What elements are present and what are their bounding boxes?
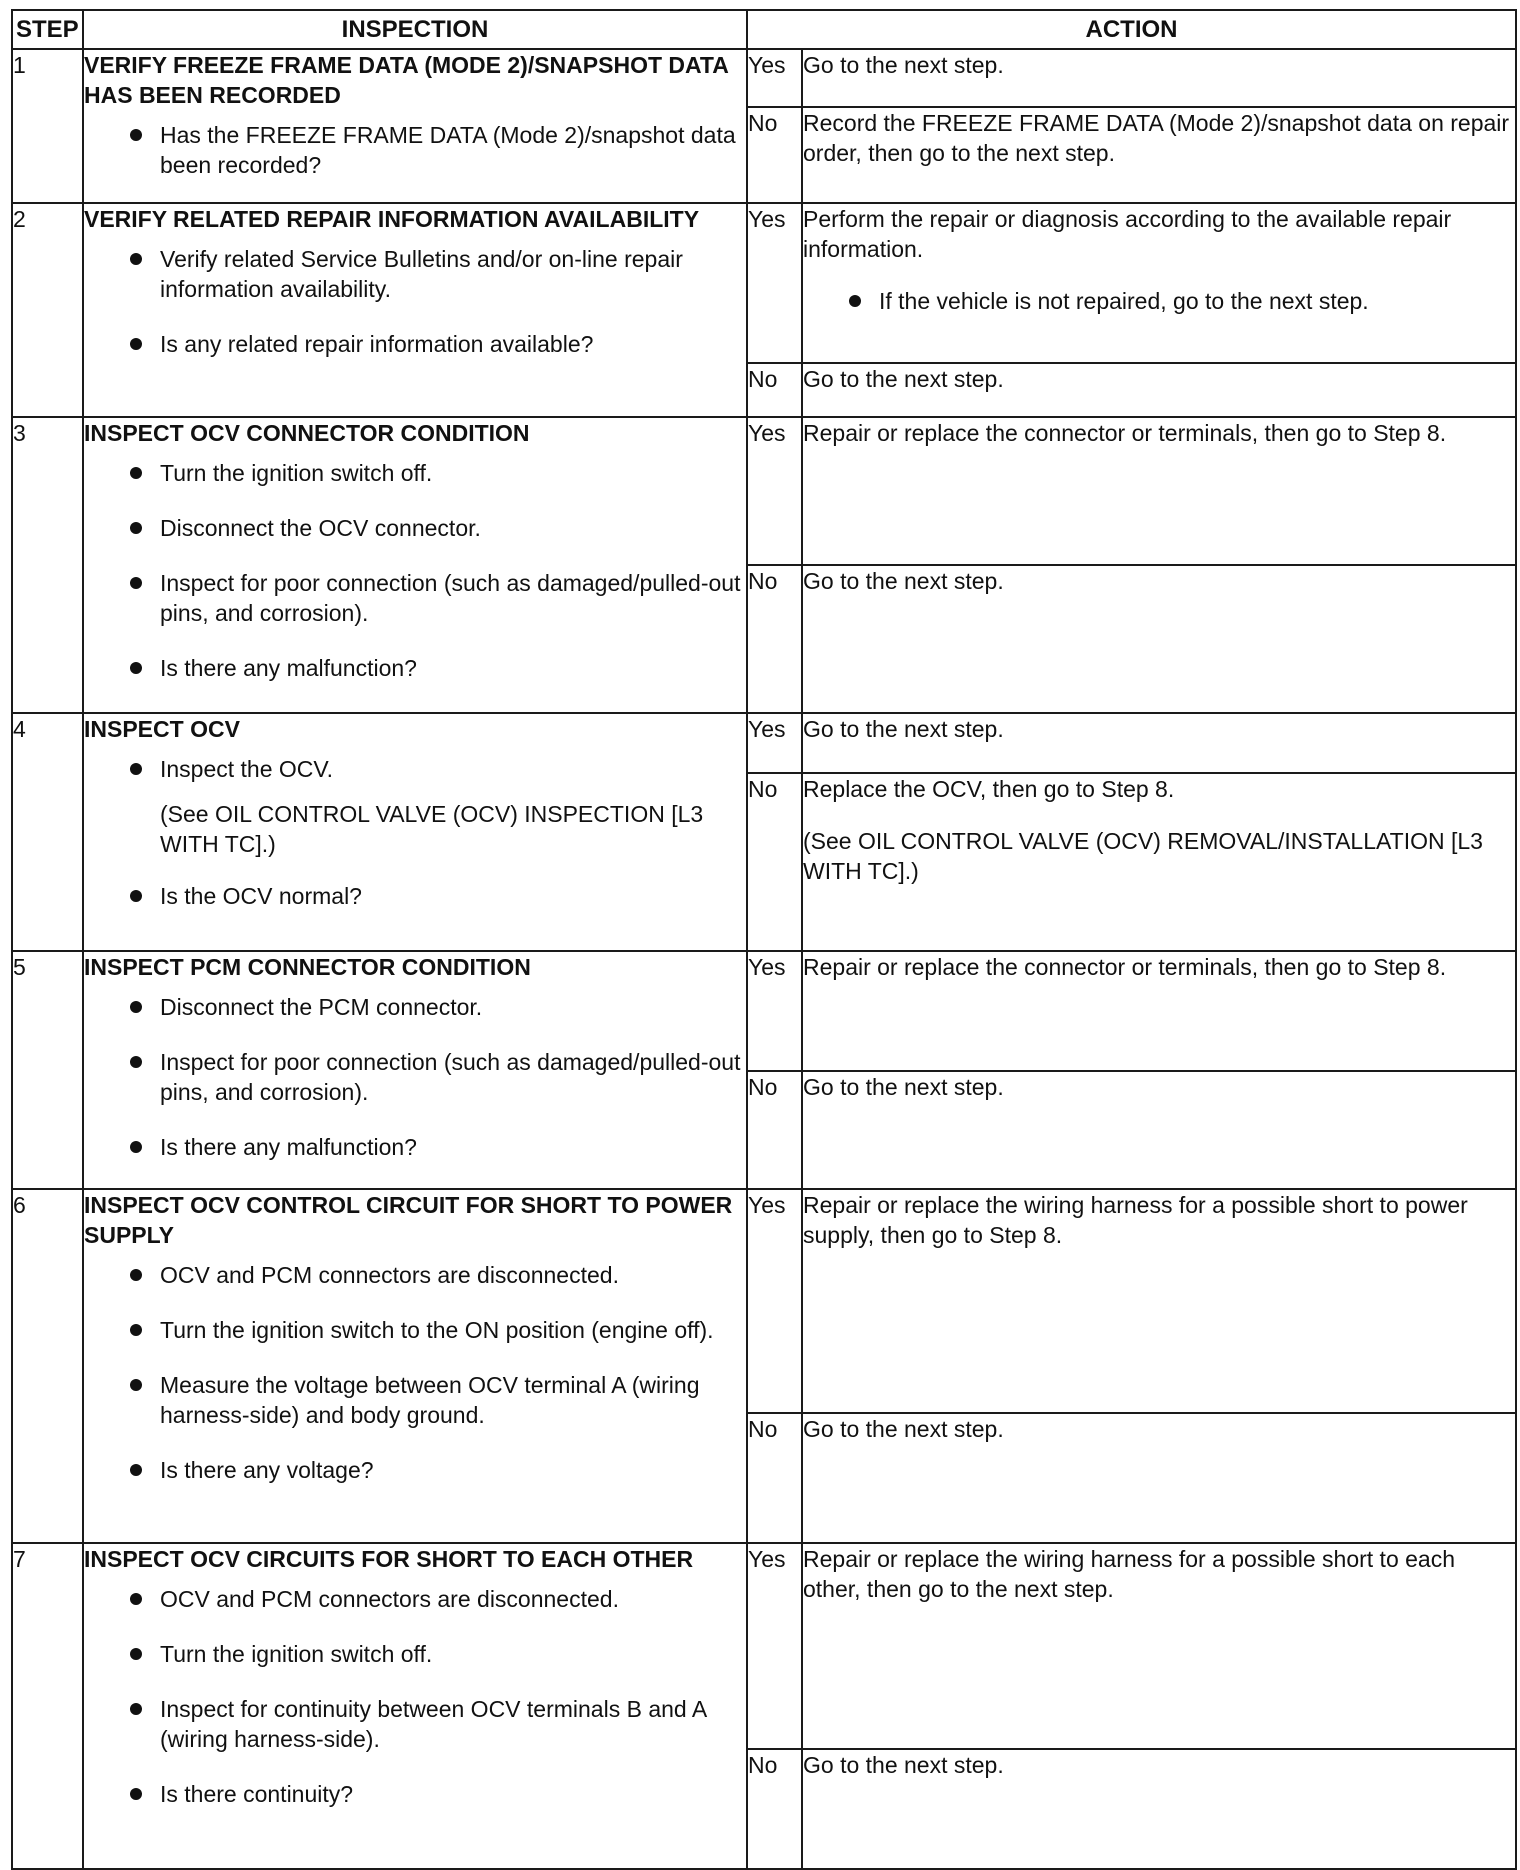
checklist-item: OCV and PCM connectors are disconnected.	[84, 1260, 746, 1290]
step-number: 4	[12, 713, 83, 951]
yes-label: Yes	[747, 49, 802, 107]
no-action	[802, 773, 1516, 951]
no-action-text: Go to the next step.	[803, 1074, 1004, 1100]
yes-action-text: Repair or replace the connector or terminals, then go to Step 8.	[803, 420, 1447, 446]
yes-action	[802, 49, 1516, 107]
yes-label: Yes	[747, 951, 802, 1071]
no-label: No	[747, 773, 802, 951]
inspection-cell	[83, 1543, 747, 1869]
step-number: 6	[12, 1189, 83, 1543]
inspection-title: INSPECT OCV CONTROL CIRCUIT FOR SHORT TO POWER SUPPLY	[84, 1192, 733, 1248]
yes-action	[802, 713, 1516, 773]
yes-action	[802, 203, 1516, 363]
no-action-text: Replace the OCV, then go to Step 8.	[803, 776, 1175, 802]
step-row	[12, 951, 1516, 1071]
inspection-cell	[83, 1189, 747, 1543]
checklist-item: Is there any malfunction?	[84, 1132, 746, 1162]
yes-label: Yes	[747, 203, 802, 363]
no-action-text: Go to the next step.	[803, 568, 1004, 594]
action-bullet: If the vehicle is not repaired, go to the next step.	[803, 286, 1515, 316]
checklist-item: Is any related repair information available?	[84, 329, 746, 359]
diagnostic-table	[11, 9, 1517, 1870]
inspection-title: VERIFY RELATED REPAIR INFORMATION AVAILABILITY	[84, 206, 700, 232]
yes-action-text: Go to the next step.	[803, 52, 1004, 78]
inspection-checklist	[84, 754, 746, 784]
no-label: No	[747, 363, 802, 417]
yes-label: Yes	[747, 1189, 802, 1413]
inspection-checklist	[84, 244, 746, 359]
diagnostic-procedure	[11, 9, 1515, 1870]
checklist-item: Measure the voltage between OCV terminal A (wiring harness-side) and body ground.	[84, 1370, 746, 1430]
checklist-item: Disconnect the OCV connector.	[84, 513, 746, 543]
yes-action-text: Go to the next step.	[803, 716, 1004, 742]
no-label: No	[747, 1749, 802, 1869]
action-bullet-list	[803, 286, 1515, 316]
no-action	[802, 565, 1516, 713]
step-row	[12, 713, 1516, 773]
header-inspection: INSPECTION	[83, 10, 747, 49]
yes-label: Yes	[747, 417, 802, 565]
checklist-item: Inspect for poor connection (such as damaged/pulled-out pins, and corrosion).	[84, 568, 746, 628]
inspection-checklist	[84, 458, 746, 683]
step-row	[12, 203, 1516, 363]
step-number: 5	[12, 951, 83, 1189]
checklist-item: Turn the ignition switch off.	[84, 1639, 746, 1669]
no-label: No	[747, 107, 802, 203]
inspection-title: INSPECT PCM CONNECTOR CONDITION	[84, 954, 531, 980]
yes-action-text: Repair or replace the connector or terminals, then go to Step 8.	[803, 954, 1447, 980]
checklist-item: Inspect for poor connection (such as damaged/pulled-out pins, and corrosion).	[84, 1047, 746, 1107]
no-action-text: Go to the next step.	[803, 1416, 1004, 1442]
step-row	[12, 417, 1516, 565]
inspection-checklist	[84, 1584, 746, 1809]
yes-action	[802, 417, 1516, 565]
yes-action-text: Repair or replace the wiring harness for a possible short to each other, then go to the next step.	[803, 1546, 1456, 1602]
inspection-cell	[83, 203, 747, 417]
inspection-cell	[83, 49, 747, 203]
no-action	[802, 1413, 1516, 1543]
yes-label: Yes	[747, 1543, 802, 1749]
inspection-checklist	[84, 120, 746, 180]
no-action	[802, 363, 1516, 417]
step-number: 3	[12, 417, 83, 713]
no-action-text: Go to the next step.	[803, 366, 1004, 392]
checklist-item: Verify related Service Bulletins and/or on-line repair information availability.	[84, 244, 746, 304]
checklist-item: Turn the ignition switch off.	[84, 458, 746, 488]
no-action	[802, 1749, 1516, 1869]
header-row	[12, 10, 1516, 49]
step-number: 2	[12, 203, 83, 417]
inspection-title: INSPECT OCV CONNECTOR CONDITION	[84, 420, 530, 446]
checklist-item: Is there continuity?	[84, 1779, 746, 1809]
checklist-item: OCV and PCM connectors are disconnected.	[84, 1584, 746, 1614]
yes-action	[802, 1543, 1516, 1749]
reference-note: (See OIL CONTROL VALVE (OCV) REMOVAL/INSTALLATION [L3 WITH TC].)	[803, 828, 1483, 884]
no-action-text: Record the FREEZE FRAME DATA (Mode 2)/snapshot data on repair order, then go to the next step.	[803, 110, 1510, 166]
checklist-item: Inspect for continuity between OCV terminals B and A (wiring harness-side).	[84, 1694, 746, 1754]
no-action	[802, 1071, 1516, 1189]
no-label: No	[747, 1413, 802, 1543]
reference-note: (See OIL CONTROL VALVE (OCV) INSPECTION [L3 WITH TC].)	[160, 801, 704, 857]
yes-action-text: Perform the repair or diagnosis according to the available repair information.	[803, 206, 1452, 262]
yes-action	[802, 951, 1516, 1071]
inspection-title: INSPECT OCV CIRCUITS FOR SHORT TO EACH OTHER	[84, 1546, 694, 1572]
checklist-item: Is the OCV normal?	[84, 881, 746, 911]
no-action-text: Go to the next step.	[803, 1752, 1004, 1778]
checklist-item: Turn the ignition switch to the ON position (engine off).	[84, 1315, 746, 1345]
inspection-checklist	[84, 1260, 746, 1485]
no-label: No	[747, 565, 802, 713]
no-label: No	[747, 1071, 802, 1189]
header-action: ACTION	[747, 10, 1516, 49]
inspection-cell	[83, 417, 747, 713]
step-row	[12, 1189, 1516, 1413]
yes-action-text: Repair or replace the wiring harness for a possible short to power supply, then go to Step 8.	[803, 1192, 1468, 1248]
checklist-item: Disconnect the PCM connector.	[84, 992, 746, 1022]
inspection-checklist	[84, 881, 746, 911]
step-number: 1	[12, 49, 83, 203]
inspection-checklist	[84, 992, 746, 1162]
inspection-cell	[83, 951, 747, 1189]
checklist-item: Is there any voltage?	[84, 1455, 746, 1485]
checklist-item: Is there any malfunction?	[84, 653, 746, 683]
header-step: STEP	[12, 10, 83, 49]
checklist-item: Has the FREEZE FRAME DATA (Mode 2)/snapshot data been recorded?	[84, 120, 746, 180]
inspection-title: VERIFY FREEZE FRAME DATA (MODE 2)/SNAPSHOT DATA HAS BEEN RECORDED	[84, 52, 729, 108]
inspection-title: INSPECT OCV	[84, 716, 240, 742]
step-number: 7	[12, 1543, 83, 1869]
yes-label: Yes	[747, 713, 802, 773]
yes-action	[802, 1189, 1516, 1413]
no-action	[802, 107, 1516, 203]
step-row	[12, 1543, 1516, 1749]
checklist-item: Inspect the OCV.	[84, 754, 746, 784]
inspection-cell	[83, 713, 747, 951]
step-row	[12, 49, 1516, 107]
